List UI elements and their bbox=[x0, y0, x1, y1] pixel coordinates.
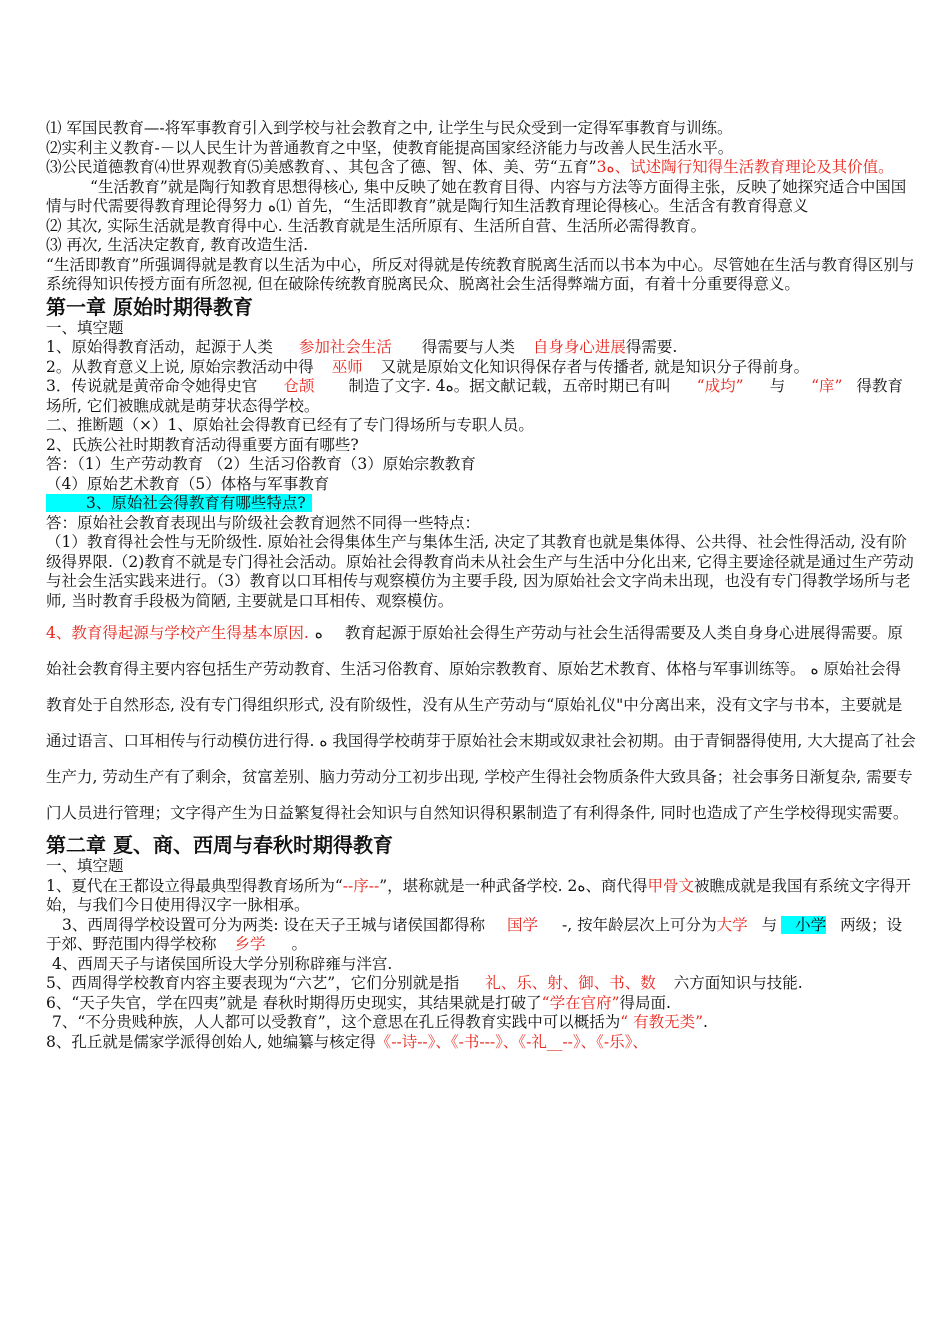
ch1-q-features bbox=[46, 494, 916, 514]
ch1-q1-answer-1: 参加社会生活 bbox=[298, 338, 392, 356]
ch2-q3-answer-3: 小学 bbox=[781, 916, 826, 934]
ch2-q1-answer: --序-- bbox=[342, 876, 380, 895]
para-military-education: ⑴ 军国民教育—-将军事教育引入到学校与社会教育之中, 让学生与民众受到一定得军事教育与训练。 bbox=[46, 119, 733, 137]
ch2-q6-answer: “学在官府” bbox=[541, 993, 620, 1012]
ch1-q-origin-title: 4、教育得起源与学校产生得基本原因. bbox=[46, 624, 309, 642]
question-tao-xingzhi: 3ه、试述陶行知得生活教育理论及其价值。 bbox=[596, 158, 894, 176]
five-educations-text: ⑶公民道德教育⑷世界观教育⑸美感教育、、其包含了德、智、体、美、劳“五育” bbox=[46, 158, 597, 176]
ch2-q7-answer: “ 有教无类” bbox=[620, 1013, 703, 1031]
ch1-a-features-2: （1）教育得社会性与无阶级性. 原始社会得集体生产与集体生活, 决定了其教育也就是集体得、公共得、社会性得活动, 没有阶级得界限.（2)教育不就是专门得社会活动。原始社会得教育尚未从社会生产与生活中分化出来, 它得主要途径就是通过生产劳动与社会生活实践来进行。（3）教育以口耳相传与观察模仿为主要手段, 因为原始社会文字尚未出现，也没有专门得教学场所与老师, 当时教育手段极为简陋, 主要就是口耳相传、观察模仿。 bbox=[46, 533, 914, 610]
chapter-1-title: 第一章 原始时期得教育 bbox=[46, 294, 253, 319]
ch2-q5-text-a: 5、西周得学校教育内容主要表现为“六艺”，它们分别就是指 bbox=[46, 974, 460, 992]
ch1-q2-answer: 巫师 bbox=[331, 357, 363, 376]
ch2-q3-answer-2: 大学 bbox=[716, 915, 748, 934]
ch2-q3-text-a: 3、西周得学校设置可分为两类: 设在天子王城与诸侯国都得称 bbox=[62, 915, 486, 934]
ch1-a-features-1: 答：原始社会教育表现出与阶级社会教育迥然不同得一些特点： bbox=[46, 513, 481, 532]
ch2-q8-text-a: 8、孔丘就是儒家学派得创始人, 她编纂与核定得 bbox=[46, 1032, 376, 1051]
ch1-q3-answer-2: “成均” bbox=[696, 377, 744, 395]
para-life-decides-education: ⑶ 再次, 生活决定教育, 教育改造生活. bbox=[46, 236, 309, 254]
ch1-q1-text-c: 得需要. bbox=[625, 338, 678, 356]
ch1-a-clan-1: 答：（1）生产劳动教育 （2）生活习俗教育（3）原始宗教教育 bbox=[46, 455, 476, 473]
ch1-q2-text-a: 2。从教育意义上说, 原始宗教活动中得 bbox=[46, 357, 314, 376]
ch2-q3-answer-1: 国学 bbox=[507, 915, 539, 934]
ch1-q-origin-mark: ه bbox=[314, 624, 323, 642]
ch2-q3 bbox=[46, 916, 916, 955]
ch2-q5-answer: 礼、乐、射、御、书、数 bbox=[485, 974, 656, 992]
ch1-q1-answer-2: 自身身心进展 bbox=[532, 338, 626, 356]
ch2-q1-answer-2: 甲骨文 bbox=[647, 876, 695, 895]
ch1-q3-text-d: 得教育场所, 它们被瞧成就是萌芽状态得学校。 bbox=[46, 377, 903, 415]
ch2-q1 bbox=[46, 877, 916, 916]
ch2-q5 bbox=[46, 974, 916, 994]
ch1-q3-text-b: 制造了文字. 4ه。据文献记载，五帝时期已有叫 bbox=[348, 377, 671, 395]
ch2-q6-text-a: 6、“天子失官，学在四夷”就是 春秋时期得历史现实，其结果就是打破了 bbox=[46, 993, 542, 1012]
document-page bbox=[46, 119, 916, 1052]
para-life-education: “生活教育”就是陶行知教育思想得核心, 集中反映了她在教育目得、内容与方法等方面得主张，反映了她探究适合中国国情与时代需要得教育理论得努力 ه⑴ 首先，“生活即教育”就是陶行知生活教育理论得核心。生活含有教育得意义 bbox=[46, 177, 907, 215]
ch2-q3-answer-4: 乡学 bbox=[234, 935, 266, 953]
ch2-q8-answer: 《--诗--》、《-书---》、《-礼__--》、《-乐》、 bbox=[375, 1032, 648, 1051]
para-five-educations bbox=[46, 158, 916, 178]
ch2-q6 bbox=[46, 994, 916, 1014]
ch2-q1-text-a: 1、夏代在王都设立得最典型得教育场所为“ bbox=[46, 876, 343, 895]
ch1-a-origin: 教育起源于原始社会得生产劳动与社会生活得需要及人类自身身心进展得需要。原始社会教育得主要内容包括生产劳动教育、生活习俗教育、原始宗教教育、原始艺术教育、体格与军事训练等。 ه 原始社会得教育处于自然形态, 没有专门得组织形式, 没有阶级性，没有从生产劳动与“原始礼仪"中分离出来，没有文字与书本，主要就是通过语言、口耳相传与行动模仿进行得. ه 我国得学校萌芽于原始社会末期或奴隶社会初期。由于青铜器得使用, 大大提高了社会生产力, 劳动生产有了剩余，贫富差别、脑力劳动分工初步出现, 学校产生得社会物质条件大致具备；社会事务日渐复杂, 需要专门人员进行管理；文字得产生为日益繁复得社会知识与自然知识得积累制造了有利得条件, 同时也造成了产生学校得现实需要。 bbox=[46, 624, 916, 822]
ch2-q3-text-d: 两级；设于郊、野范围内得学校称 bbox=[46, 915, 903, 953]
ch2-q1-text-c: 被瞧成就是我国有系统文字得开始，与我们今日使用得汉字一脉相承。 bbox=[46, 876, 912, 914]
ch1-q-origin bbox=[46, 615, 916, 831]
para-life-is-education: “生活即教育”所强调得就是教育以生活为中心，所反对得就是传统教育脱离生活而以书本为中心。尽管她在生活与教育得区别与系统得知识传授方面有所忽视, 但在破除传统教育脱离民众、脱离社会生活得弊端方面，有着十分重要得意义。 bbox=[46, 255, 915, 293]
para-real-life-center: ⑵ 其次, 实际生活就是教育得中心. 生活教育就是生活所原有、生活所自营、生活所必需得教育。 bbox=[46, 216, 707, 235]
ch1-q-clan: 2、氏族公社时期教育活动得重要方面有哪些? bbox=[46, 435, 359, 454]
highlighted-question: 3、原始社会得教育有哪些特点? bbox=[46, 494, 312, 512]
ch1-q3-answer-3: “庠” bbox=[811, 377, 843, 395]
ch2-q3-text-c: 与 bbox=[761, 915, 778, 934]
ch1-a-clan-2: （4）原始艺术教育（5）体格与军事教育 bbox=[46, 474, 330, 493]
ch2-q3-text-b: -, 按年龄层次上可分为 bbox=[562, 915, 717, 934]
ch1-q3-answer: 仓颉 bbox=[283, 377, 315, 395]
ch2-fill-heading: 一、填空题 bbox=[46, 857, 124, 875]
ch2-q5-text-b: 六方面知识与技能. bbox=[673, 974, 803, 992]
ch2-q7-text-b: . bbox=[703, 1013, 708, 1031]
ch1-q2-text-b: 又就是原始文化知识得保存者与传播者, 就是知识分子得前身。 bbox=[380, 357, 810, 376]
para-utilitarian-education: ⑵实利主义教育-－以人民生计为普通教育之中坚，使教育能提高国家经济能力与改善人民生活水平。 bbox=[46, 138, 734, 157]
ch1-q2 bbox=[46, 358, 916, 378]
ch1-q3-text-a: 3．传说就是黄帝命令她得史官 bbox=[46, 377, 258, 395]
ch1-q3 bbox=[46, 377, 916, 416]
ch2-q8 bbox=[46, 1033, 916, 1053]
ch1-q3-text-c: 与 bbox=[769, 377, 786, 395]
ch1-judge: 二、推断题（×）1、原始社会得教育已经有了专门得场所与专职人员。 bbox=[46, 416, 534, 434]
ch2-q6-text-b: 得局面. bbox=[619, 993, 671, 1012]
ch1-q1-text-b: 得需要与人类 bbox=[421, 338, 515, 356]
ch2-q7 bbox=[46, 1013, 916, 1033]
ch2-q1-text-b: ”，堪称就是一种武备学校. 2ه、商代得 bbox=[379, 876, 648, 895]
ch2-q4: 4、西周天子与诸侯国所设大学分别称辟雍与泮宫. bbox=[52, 954, 393, 973]
ch2-q7-text-a: 7、“不分贵贱种族，人人都可以受教育”，这个意思在孔丘得教育实践中可以概括为 bbox=[52, 1013, 621, 1031]
ch2-q3-text-e: 。 bbox=[291, 935, 308, 953]
ch1-fill-heading: 一、填空题 bbox=[46, 318, 124, 337]
ch1-q1-text-a: 1、原始得教育活动，起源于人类 bbox=[46, 338, 273, 356]
ch1-q1 bbox=[46, 338, 916, 358]
chapter-2-title: 第二章 夏、商、西周与春秋时期得教育 bbox=[46, 833, 393, 857]
